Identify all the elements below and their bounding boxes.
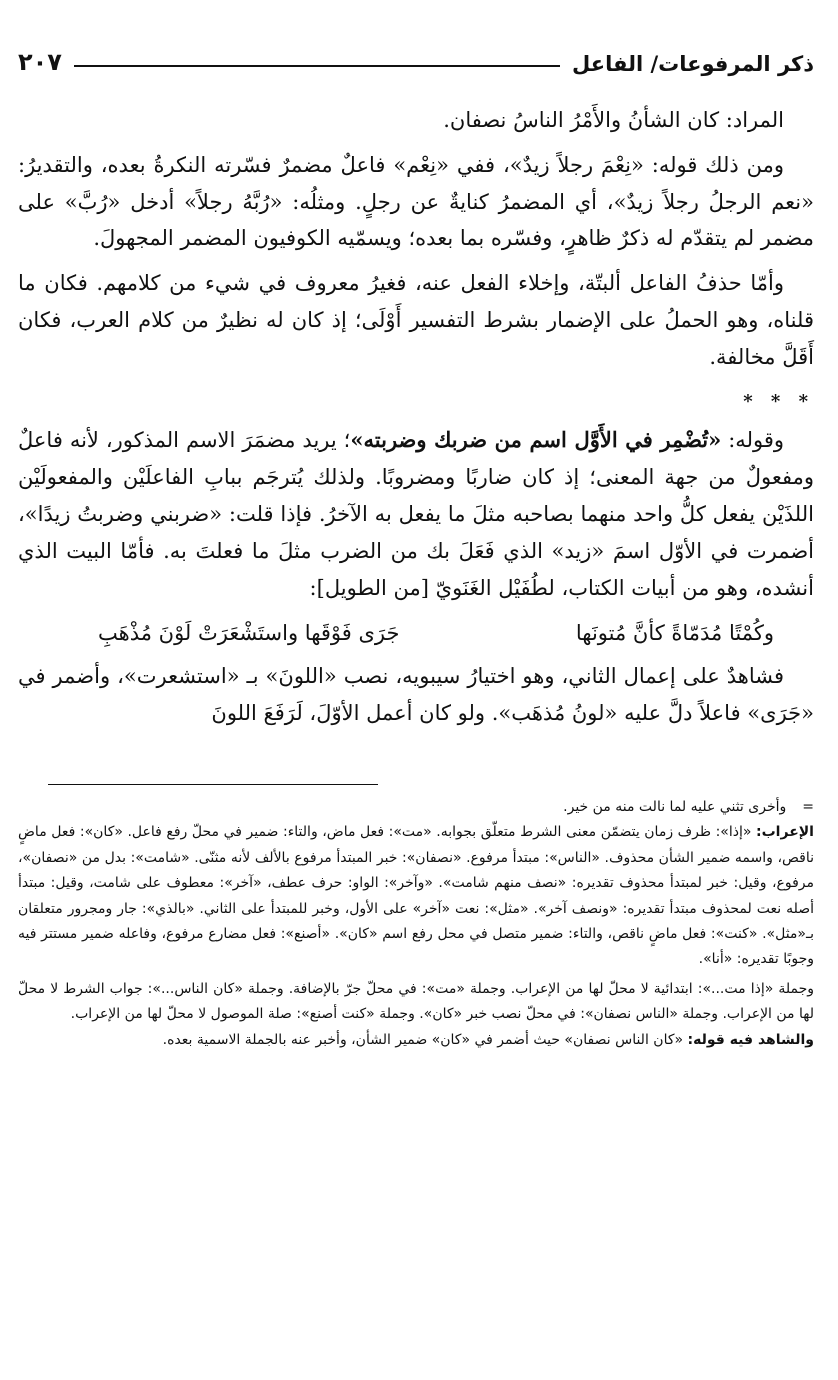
footnotes	[18, 795, 814, 1053]
verse-first-hemistich: وكُمْتًا مُدَمّاةً كأنَّ مُتونَها	[575, 621, 774, 646]
paragraph-5: فشاهدٌ على إعمال الثاني، وهو اختيارُ سيبويه، نصب «اللونَ» بـ «استشعرت»، وأضمر في «جَرَى» فاعلاً دلَّ عليه «لونُ مُذهَب». ولو كان أعمل الأوّلَ، لَرَفَعَ اللونَ	[18, 664, 814, 726]
continuation-mark: =	[802, 798, 814, 815]
shahid-text: «كان الناس نصفان» حيث أضمر في «كان» ضمير الشأن، وأخبر عنه بالجملة الاسمية بعده.	[162, 1031, 684, 1048]
running-header	[18, 40, 814, 76]
paragraph-4-prefix: وقوله:	[721, 428, 784, 453]
quoted-phrase: «تُضْمِر في الأَوَّل اسم من ضربك وضربته»	[350, 427, 722, 453]
footnote-continuation	[18, 795, 814, 820]
page-number: ٢٠٧	[18, 48, 62, 76]
paragraph-3: وأمّا حذفُ الفاعل ألبتّة، وإخلاء الفعل عنه، فغيرُ معروف في شيء من كلامهم. فكان ما قلناه، وهو الحملُ على الإضمار بشرط التفسير أَوْلَى؛ إذ كان له نظيرٌ من كلام العرب، فكان أَقَلَّ مخالفة.	[18, 271, 814, 369]
irab-label: الإعراب:	[756, 824, 814, 841]
footnote-jumal: وجملة «إذا مت...»: ابتدائية لا محلّ لها من الإعراب. وجملة «مت»: في محلّ جرّ بالإضافة. وجملة «كان الناس...»: جواب الشرط لا محلّ لها من الإعراب. وجملة «الناس نصفان»: في محلّ نصب خبر «كان». وجملة «كنت أصنع»: صلة الموصول لا محلّ لها من الإعراب.	[18, 980, 814, 1023]
irab-text: «إذا»: ظرف زمان يتضمّن معنى الشرط متعلّق بجوابه. «مت»: فعل ماض، والتاء: ضمير في محلّ رفع فاعل. «كان»: فعل ماضٍ ناقص، واسمه ضمير الشأن محذوف. «الناس»: مبتدأ مرفوع. «نصفان»: خبر المبتدأ مرفوع بالألف لأنه مثنّى. «شامت»: بدل من «نصفان»، مرفوع، وقيل: خبر لمبتدأ محذوف تقديره: «نصف منهم شامت». «وآخر»: الواو: حرف عطف، «آخر»: معطوف على شامت، وقيل: مبتدأ أصله نعت لمحذوف مبتدأ تقديره: «ونصف آخر». «مثل»: نعت «آخر» على الأول، وخبر للمبتدأ على الثاني. «بالذي»: جار ومجرور متعلقان بـ«مثل». «كنت»: فعل ماضٍ ناقص، والتاء: ضمير متصل في محل رفع اسم «كان». «أصنع»: فعل مضارع مرفوع، وفاعله ضمير مستتر فيه وجوبًا تقديره: «أنا».	[18, 824, 814, 968]
running-title: ذكر المرفوعات/ الفاعل	[572, 52, 814, 76]
paragraph-2: ومن ذلك قوله: «نِعْمَ رجلاً زيدٌ»، ففي «نِعْم» فاعلٌ مضمرٌ فسّرته النكرةُ بعده، والتقديرُ: «نعم الرجلُ رجلاً زيدٌ»، أي المضمرُ كنايةٌ عن رجلٍ. ومثلُه: «رُبَّهُ رجلاً» أدخل «رُبَّ» على مضمر لم يتقدّم له ذكرٌ ظاهرٍ، وفسّره بما بعده؛ ويسمّيه الكوفيون المضمر المجهولَ.	[18, 152, 814, 251]
footnote-shahid	[18, 1028, 814, 1053]
paragraph-4-rest: ؛ يريد مضمَرَ الاسم المذكور، لأنه فاعلٌ ومفعولٌ من جهة المعنى؛ إذ كان ضاربًا ومضروبًا. ولذلك يُترجَم ببابِ الفاعلَيْن والمفعولَيْن اللذَيْن يفعل كلُّ واحد منهما بصاحبه مثلَ ما يفعل به الآخرُ. فإذا قلت: «ضربني وضربتُ زيدًا»، أضمرت في الأوّل اسمَ «زيد» الذي فَعَلَ بك من الضرب مثلَ ما فعلتَ به. فأمّا البيت الذي أنشده، وهو من أبيات الكتاب، لطُفَيْل الغَنَويّ [من الطويل]:	[18, 428, 814, 600]
section-separator: * * *	[743, 390, 814, 412]
verse-second-hemistich: جَرَى فَوْقَها واستَشْعَرَتْ لَوْنَ مُذْهَبِ	[98, 621, 400, 646]
poetry-verse	[18, 614, 814, 652]
shahid-label: والشاهد فيه قوله:	[687, 1031, 814, 1048]
footnote-line-1: وأخرى تثني عليه لما نالت منه من خير.	[563, 798, 787, 815]
main-text	[18, 102, 814, 732]
header-rule	[74, 65, 560, 67]
footnote-rule	[48, 784, 378, 785]
paragraph-1: المراد: كان الشأنُ والأَمْرُ الناسُ نصفان.	[443, 108, 784, 132]
paragraph-4	[18, 422, 814, 606]
footnote-irab	[18, 820, 814, 972]
